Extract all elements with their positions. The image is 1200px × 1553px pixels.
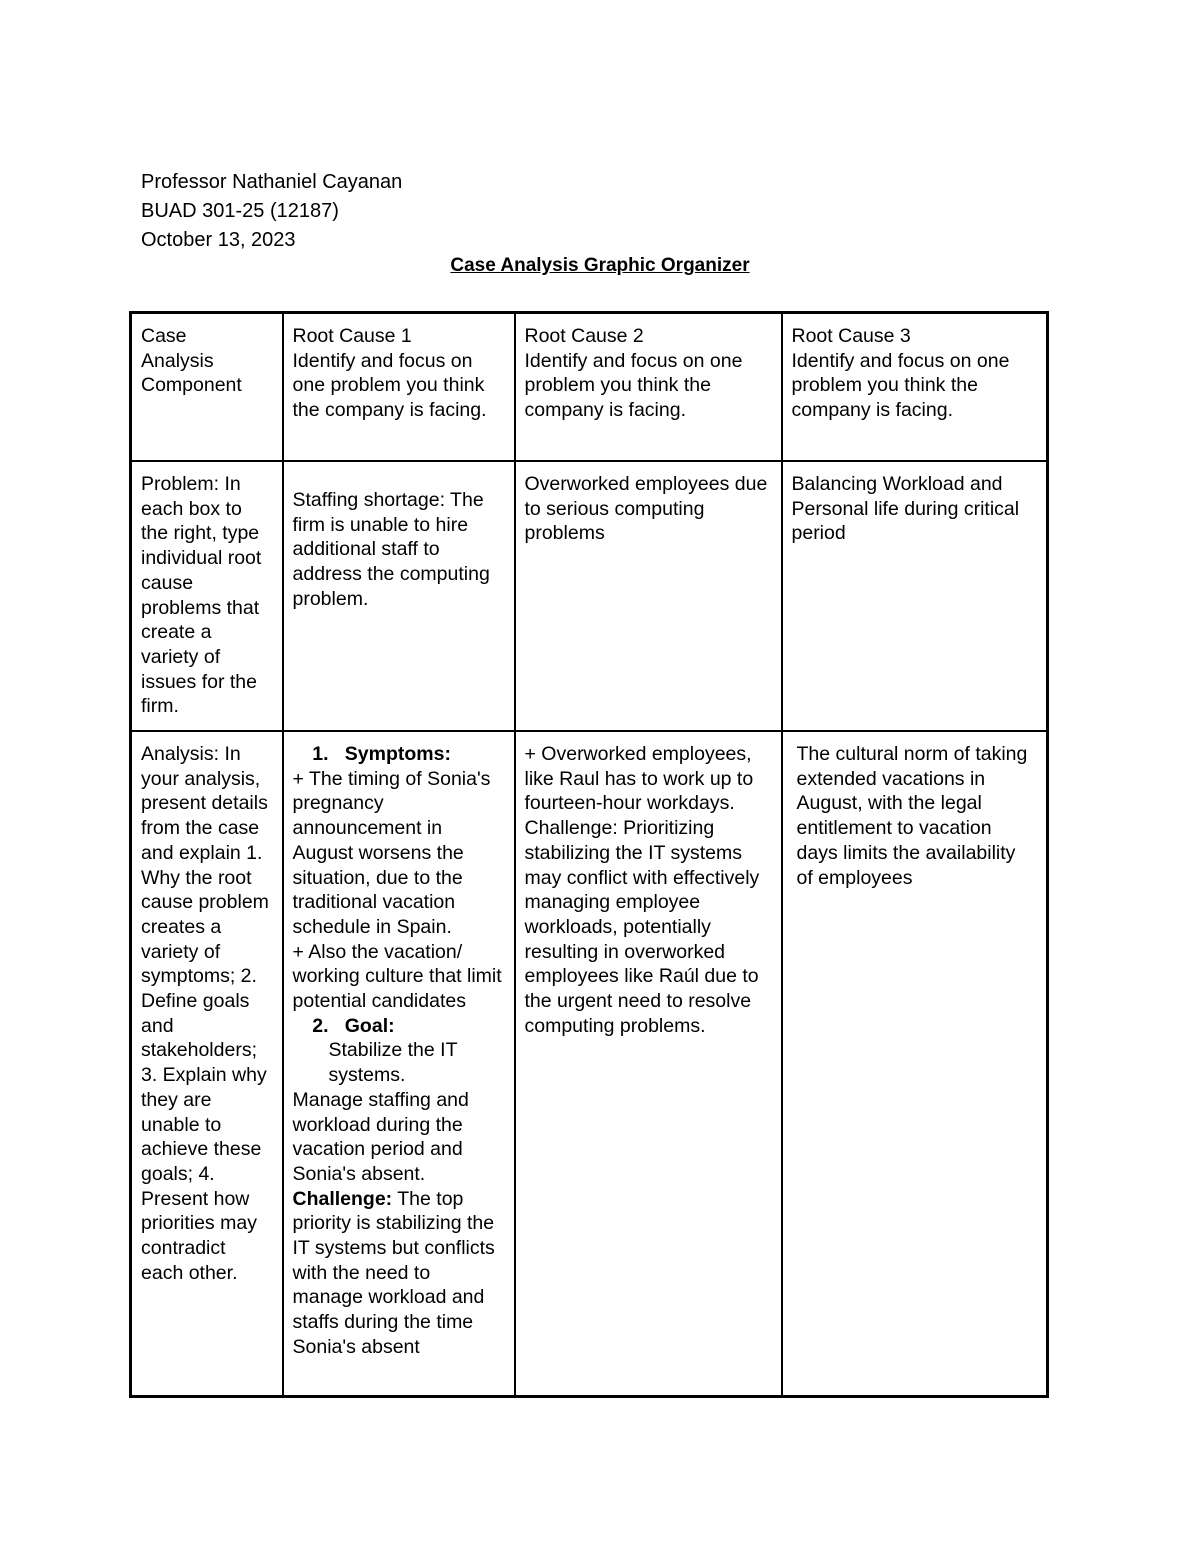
problem-row <box>131 461 1048 731</box>
goal-heading <box>293 1014 505 1039</box>
professor-name: Professor Nathaniel Cayanan <box>141 171 403 193</box>
root-cause-3-title: Root Cause 3 <box>791 325 911 347</box>
goal-item: Stabilize the IT systems. <box>328 1039 458 1087</box>
root-cause-2-description: Identify and focus on one problem you think the company is facing. <box>524 349 743 422</box>
root-cause-3-header-cell <box>782 313 1048 462</box>
list-number: 1. <box>312 743 329 765</box>
problem-rc3-text: Balancing Workload and Personal life during critical period <box>791 473 1020 545</box>
symptoms-label: Symptoms: <box>344 743 451 765</box>
analysis-label: Analysis: In your analysis, present details from the case and explain 1. Why the root cause problem creates a variety of symptoms; 2. Define goals and stakeholders; 3. Explain why they are unable to achieve these goals; 4. Present how priorities may contradict each other. <box>141 743 269 1284</box>
problem-rc2-text: Overworked employees due to serious computing problems <box>524 473 768 545</box>
challenge-label: Challenge: <box>292 1187 393 1210</box>
symptom-item: + Also the vacation/ working culture that limit potential candidates <box>292 940 502 1013</box>
component-header-line: Component <box>141 374 242 397</box>
root-cause-1-title: Root Cause 1 <box>292 325 412 347</box>
analysis-rc2-paragraph: Challenge: Prioritizing stabilizing the IT systems may conflict with effectively managing employee workloads, potentially resulting in overworked employees like Raúl due to the urgent need to resolve computing problems. <box>524 817 760 1037</box>
analysis-rc2-cell <box>515 731 782 1397</box>
root-cause-2-title: Root Cause 2 <box>524 325 644 347</box>
symptoms-heading <box>293 742 505 767</box>
root-cause-1-header-cell <box>283 313 515 462</box>
symptom-item: + The timing of Sonia's pregnancy announcement in August worsens the situation, due to the traditional vacation schedule in Spain. <box>292 767 491 938</box>
analysis-rc1-cell <box>283 731 515 1397</box>
problem-label: Problem: In each box to the right, type individual root cause problems that create a variety of issues for the firm. <box>141 473 262 718</box>
component-header-line: Analysis <box>141 349 214 372</box>
list-number: 2. <box>312 1014 329 1037</box>
root-cause-1-description: Identify and focus on one problem you think the company is facing. <box>292 349 487 422</box>
analysis-rc3-text: The cultural norm of taking extended vacations in August, with the legal entitlement to vacation days limits the availability of employees <box>796 743 1028 889</box>
problem-rc1-cell <box>283 461 515 731</box>
document-title: Case Analysis Graphic Organizer <box>450 255 750 276</box>
header-row <box>131 313 1048 462</box>
challenge-text: The top priority is stabilizing the IT systems but conflicts with the need to manage workload and staffs during the time Sonia's absent <box>292 1187 495 1358</box>
course-code: BUAD 301-25 (12187) <box>141 200 339 222</box>
component-header-cell <box>131 313 283 462</box>
root-cause-3-description: Identify and focus on one problem you think the company is facing. <box>791 349 1010 422</box>
problem-rc2-cell <box>515 461 782 731</box>
analysis-rc3-cell <box>782 731 1048 1397</box>
problem-rc1-text: Staffing shortage: The firm is unable to hire additional staff to address the computing problem. <box>292 489 490 610</box>
document-date: October 13, 2023 <box>141 229 296 251</box>
analysis-rc2-paragraph: + Overworked employees, like Raul has to work up to fourteen-hour workdays. <box>524 743 754 815</box>
problem-rc3-cell <box>782 461 1048 731</box>
analysis-row <box>131 731 1048 1397</box>
problem-label-cell <box>131 461 283 731</box>
goal-label: Goal: <box>344 1014 395 1037</box>
analysis-label-cell <box>131 731 283 1397</box>
challenge-paragraph <box>293 1187 505 1360</box>
component-header-line: Case <box>141 325 187 347</box>
goal-item: Manage staffing and workload during the vacation period and Sonia's absent. <box>292 1088 469 1185</box>
root-cause-2-header-cell <box>515 313 782 462</box>
case-analysis-table <box>129 311 1049 1398</box>
